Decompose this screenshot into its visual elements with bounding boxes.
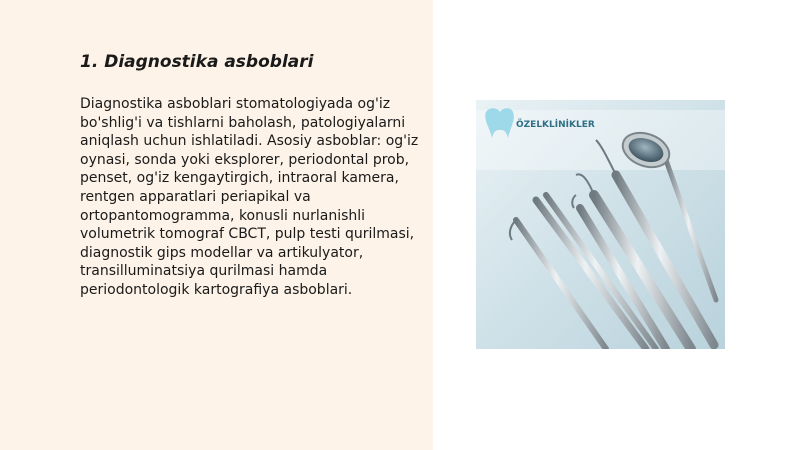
section-paragraph: Diagnostika asboblari stomatologiyada og'iz bo'shlig'i va tishlarni baholash, patologiyalarni aniqlash uchun ishlatiladi. Asosiy asboblar: og'iz oynasi, sonda yoki eksplorer, periodontal prob, penset, og'iz kengaytirgich, intraoral kamera, rentgen apparatlari periapikal va ortopantomogramma, konusli nurlanishli volumetrik tomograf CBCT, pulp testi qurilmasi, diagnostik gips modellar va artikulyator, transilluminatsiya qurilmasi hamda periodontologik kartografiya asboblari. bbox=[80, 96, 419, 298]
clinic-logo-text: ÖZELKLİNİKLER bbox=[516, 120, 595, 130]
dental-instruments-photo bbox=[476, 100, 725, 349]
section-heading: 1. Diagnostika asboblari bbox=[80, 52, 314, 72]
